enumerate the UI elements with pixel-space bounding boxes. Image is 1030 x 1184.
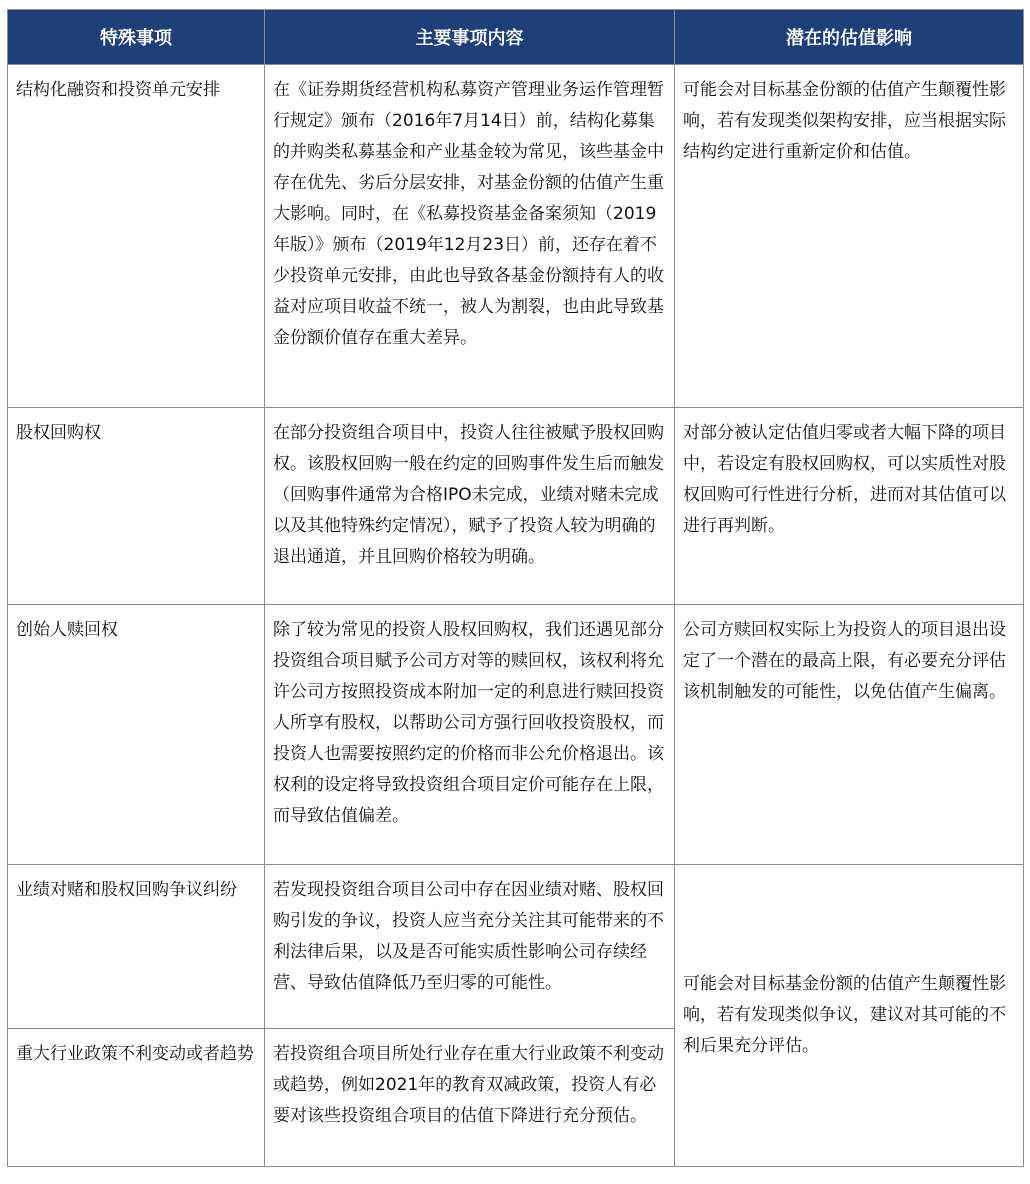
cell-content: 除了较为常见的投资人股权回购权，我们还遇见部分投资组合项目赋予公司方对等的赎回权，该权利将允许公司方按照投资成本附加一定的利息进行赎回投资人所享有股权，以帮助公司方强行回收投资股权，而投资人也需要按照约定的价格而非公允价格退出。该权利的设定将导致投资组合项目定价可能存在上限，而导致估值偏差。 xyxy=(265,605,675,865)
cell-item: 股权回购权 xyxy=(8,408,265,605)
cell-content: 若发现投资组合项目公司中存在因业绩对赌、股权回购引发的争议，投资人应当充分关注其可能带来的不利法律后果，以及是否可能实质性影响公司存续经营、导致估值降低乃至归零的可能性。 xyxy=(265,865,675,1029)
cell-content: 在部分投资组合项目中，投资人往往被赋予股权回购权。该股权回购一般在约定的回购事件发生后而触发（回购事件通常为合格IPO未完成，业绩对赌未完成以及其他特殊约定情况），赋予了投资人较为明确的退出通道，并且回购价格较为明确。 xyxy=(265,408,675,605)
cell-item: 创始人赎回权 xyxy=(8,605,265,865)
cell-impact: 对部分被认定估值归零或者大幅下降的项目中，若设定有股权回购权，可以实质性对股权回购可行性进行分析，进而对其估值可以进行再判断。 xyxy=(675,408,1024,605)
valuation-table xyxy=(7,9,1024,1167)
table-row xyxy=(8,865,1024,1029)
table-row xyxy=(8,605,1024,865)
header-main-content: 主要事项内容 xyxy=(265,10,675,65)
cell-content: 在《证券期货经营机构私募资产管理业务运作管理暂行规定》颁布（2016年7月14日）前，结构化募集的并购类私募基金和产业基金较为常见，该些基金中存在优先、劣后分层安排，对基金份额的估值产生重大影响。同时，在《私募投资基金备案须知（2019年版）》颁布（2019年12月23日）前，还存在着不少投资单元安排，由此也导致各基金份额持有人的收益对应项目收益不统一，被人为割裂，也由此导致基金份额价值存在重大差异。 xyxy=(265,65,675,408)
cell-content: 若投资组合项目所处行业存在重大行业政策不利变动或趋势，例如2021年的教育双减政策，投资人有必要对该些投资组合项目的估值下降进行充分预估。 xyxy=(265,1029,675,1167)
header-special-item: 特殊事项 xyxy=(8,10,265,65)
cell-impact: 可能会对目标基金份额的估值产生颠覆性影响，若有发现类似架构安排，应当根据实际结构约定进行重新定价和估值。 xyxy=(675,65,1024,408)
cell-item: 重大行业政策不利变动或者趋势 xyxy=(8,1029,265,1167)
cell-item: 结构化融资和投资单元安排 xyxy=(8,65,265,408)
table-row xyxy=(8,408,1024,605)
cell-impact: 公司方赎回权实际上为投资人的项目退出设定了一个潜在的最高上限，有必要充分评估该机制触发的可能性，以免估值产生偏离。 xyxy=(675,605,1024,865)
table-row xyxy=(8,65,1024,408)
cell-item: 业绩对赌和股权回购争议纠纷 xyxy=(8,865,265,1029)
header-valuation-impact: 潜在的估值影响 xyxy=(675,10,1024,65)
table-header-row xyxy=(8,10,1024,65)
cell-impact-merged: 可能会对目标基金份额的估值产生颠覆性影响，若有发现类似争议，建议对其可能的不利后果充分评估。 xyxy=(675,865,1024,1167)
table-container xyxy=(7,9,1023,1167)
